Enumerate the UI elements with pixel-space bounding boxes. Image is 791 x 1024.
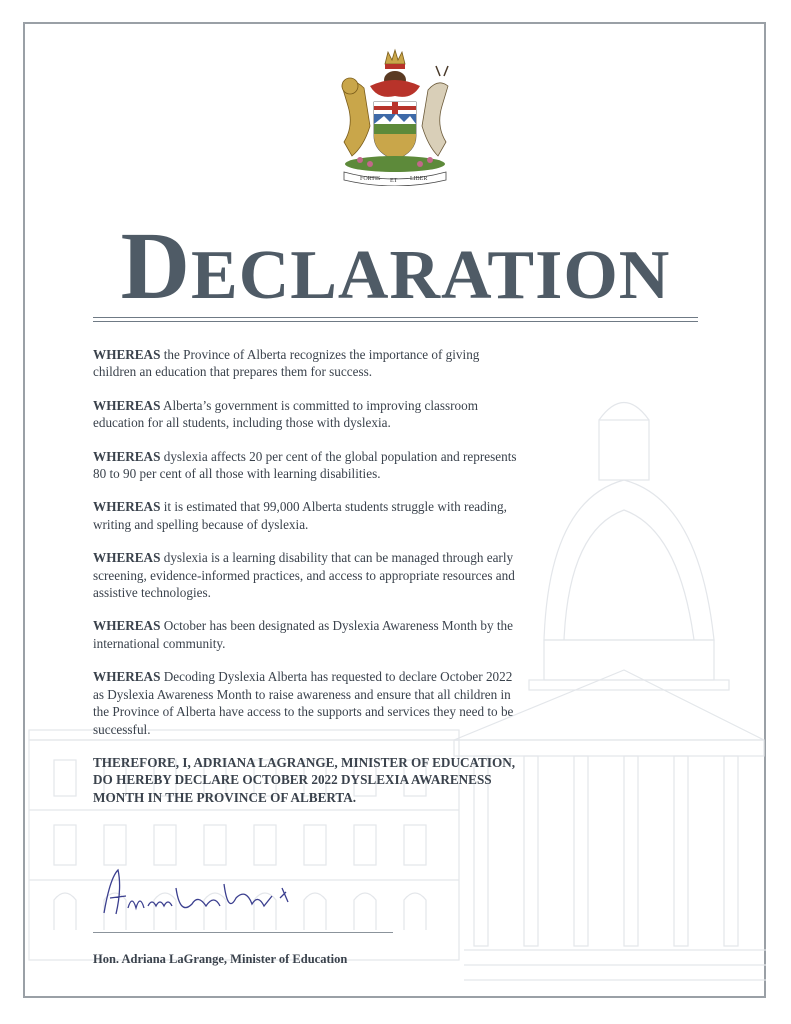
page-title (0, 210, 791, 321)
title-divider-top (93, 317, 698, 318)
whereas-clause-3: WHEREAS dyslexia affects 20 per cent of the global population and represents 80 to 90 per cent of all those with learning disabilities. (93, 448, 517, 482)
declaration-body (93, 346, 523, 806)
whereas-clause-2: WHEREAS Alberta’s government is committed to improving classroom education for all students, including those with dyslexia. (93, 397, 478, 431)
title-first-letter: D (120, 212, 191, 319)
title-divider-bottom (93, 321, 698, 322)
motto-left: FORTIS (360, 176, 381, 182)
handwritten-signature (96, 858, 296, 928)
motto-right: LIBER (410, 176, 428, 182)
therefore-declaration: THEREFORE, I, ADRIANA LAGRANGE, MINISTER OF EDUCATION, DO HEREBY DECLARE OCTOBER 2022 DYSLEXIA AWARENESS MONTH IN THE PROVINCE OF ALBERTA. (93, 754, 516, 805)
motto-mid: ET (390, 178, 398, 184)
whereas-clause-4: WHEREAS it is estimated that 99,000 Alberta students struggle with reading, writing and spelling because of dyslexia. (93, 499, 507, 532)
signatory-name: Hon. Adriana LaGrange, Minister of Education (93, 952, 348, 966)
whereas-clause-6: WHEREAS October has been designated as Dyslexia Awareness Month by the international community. (93, 618, 513, 651)
title-rest: ECLARATION (191, 237, 671, 314)
whereas-clause-7: WHEREAS Decoding Dyslexia Alberta has requested to declare October 2022 as Dyslexia Awareness Month to raise awareness and ensure that all children in the Province of Alberta have access to the supports and services they need to be successful. (93, 669, 514, 737)
whereas-clause-5: WHEREAS dyslexia is a learning disability that can be managed through early screening, evidence-informed practices, and access to appropriate resources and assistive technologies. (93, 550, 515, 601)
svg-text:Adriana LaGrange: Adriana LaGrange (96, 858, 104, 859)
whereas-clause-1: WHEREAS the Province of Alberta recognizes the importance of giving children an education that prepares them for success. (93, 347, 480, 380)
alberta-coat-of-arms (330, 46, 460, 186)
signature-line (93, 932, 393, 933)
